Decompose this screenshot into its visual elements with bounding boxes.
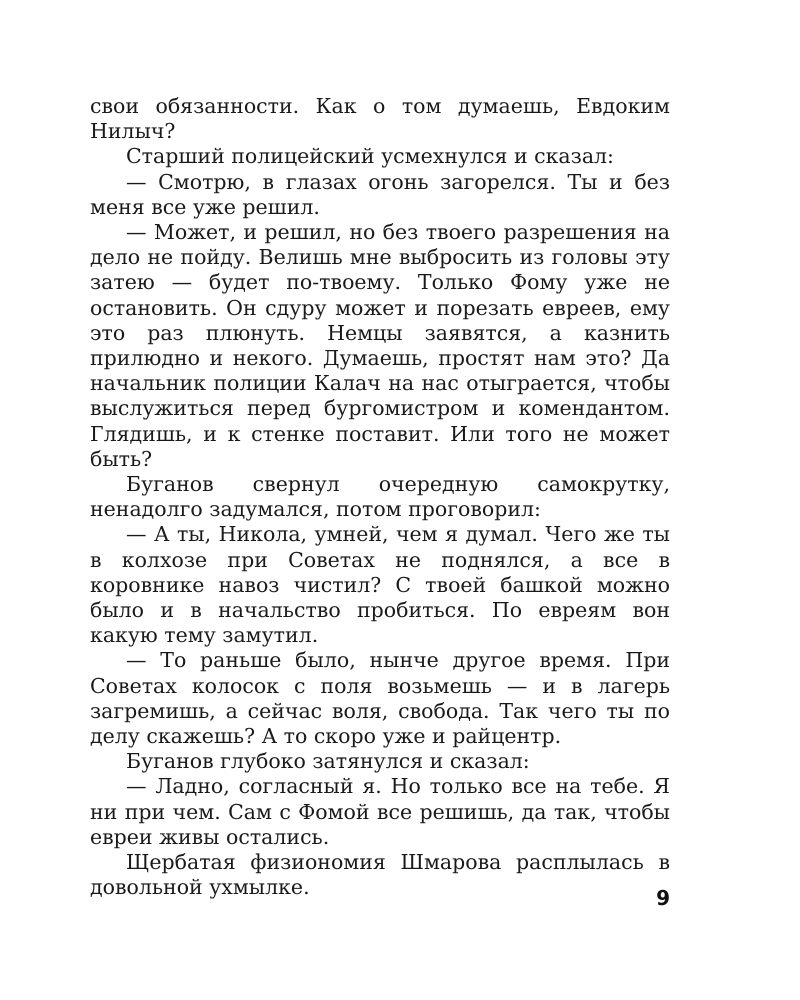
paragraph-6: — А ты, Никола, умней, чем я думал. Чего же ты в колхозе при Советах не поднялся, а все в коровнике навоз чистил? С твоей башкой можно было и в начальство пробиться. По евреям вон какую тему замутил. bbox=[90, 522, 670, 648]
paragraph-10: Щербатая физиономия Шмарова расплылась в довольной ухмылке. bbox=[90, 850, 670, 900]
paragraph-2: Старший полицейский усмехнулся и сказал: bbox=[126, 144, 614, 169]
paragraph-8: Буганов глубоко затянулся и сказал: bbox=[126, 749, 530, 774]
body-text bbox=[90, 94, 670, 901]
paragraph-5: Буганов свернул очередную самокрутку, ненадолго задумался, потом проговорил: bbox=[90, 472, 670, 522]
page-number: 9 bbox=[656, 886, 670, 910]
paragraph-3: — Смотрю, в глазах огонь загорелся. Ты и без меня все уже решил. bbox=[90, 169, 670, 219]
paragraph-4: — Может, и решил, но без твоего разрешения на дело не пойду. Велишь мне выбросить из головы эту затею — будет по-твоему. Только Фому уже не остановить. Он сдуру может и порезать евреев, ему это раз плюнуть. Немцы заявятся, а казнить прилюдно и некого. Думаешь, простят нам это? Да начальник полиции Калач на нас отыграется, чтобы выслужиться перед бургомистром и комендантом. Глядишь, и к стенке поставит. Или того не может быть? bbox=[90, 220, 670, 471]
paragraph-9: — Ладно, согласный я. Но только все на тебе. Я ни при чем. Сам с Фомой все решишь, да так, чтобы евреи живы остались. bbox=[90, 774, 670, 849]
paragraph-1: свои обязанности. Как о том думаешь, Евдоким Нилыч? bbox=[90, 94, 670, 144]
paragraph-7: — То раньше было, нынче другое время. При Советах колосок с поля возьмешь — и в лагерь загремишь, а сейчас воля, свобода. Так чего ты по делу скажешь? А то скоро уже и райцентр. bbox=[90, 648, 670, 749]
